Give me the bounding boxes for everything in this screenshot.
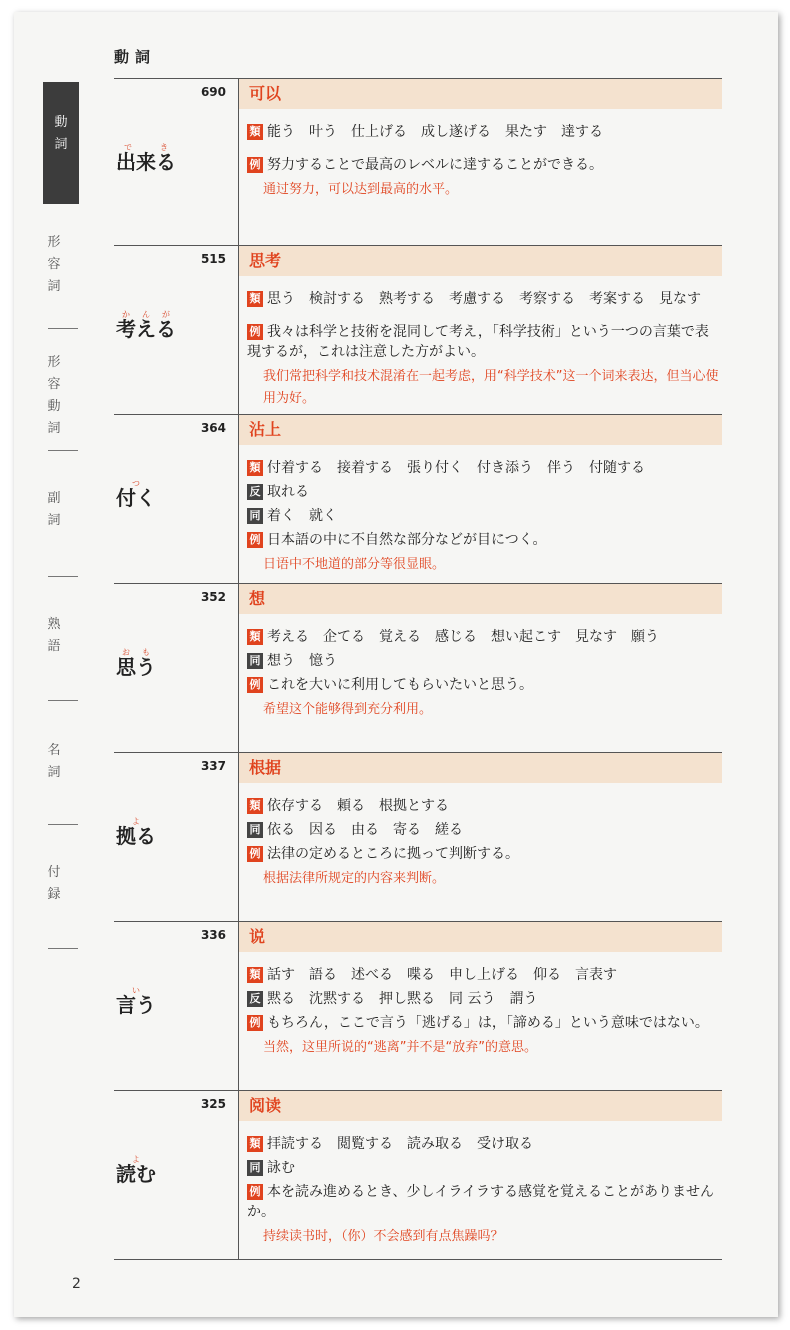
- synonym-line: 類 能う 叶う 仕上げる 成し遂げる 果たす 達する: [239, 113, 722, 142]
- translation: 日语中不地道的部分等很显眼。: [263, 557, 446, 572]
- entry-tsuku: [114, 414, 722, 583]
- example-tag: 例: [247, 532, 263, 548]
- chinese-head: 根据: [239, 753, 722, 783]
- same-line: 同 依る 因る 由る 寄る 縒る: [239, 820, 722, 840]
- synonym-tag: 類: [247, 798, 263, 814]
- entry-body: [239, 246, 722, 420]
- example-tag: 例: [247, 677, 263, 693]
- translation: 通过努力，可以达到最高的水平。: [263, 182, 459, 197]
- headword: 付くつ: [116, 479, 156, 510]
- headword: 出来るでき: [116, 143, 176, 174]
- example-tag: 例: [247, 157, 263, 173]
- entry-left-column: [114, 415, 239, 583]
- sidebar-tab-label: 詞: [54, 137, 68, 152]
- antonym-tag: 反: [247, 991, 263, 1007]
- headword: 拠るよ: [116, 817, 156, 848]
- entry-left-column: [114, 1091, 239, 1259]
- entry-omou: [114, 583, 722, 752]
- example-line: 例 本を読み進めるとき、少しイライラする感覚を覚えることがありませんか。: [247, 1184, 715, 1220]
- same-line: 同 詠む: [239, 1158, 722, 1178]
- same-tag: 同: [247, 822, 263, 838]
- entry-number: 364: [200, 421, 226, 435]
- sidebar-divider: [48, 576, 78, 577]
- synonym-tag: 類: [247, 291, 263, 307]
- synonym-tag: 類: [247, 124, 263, 140]
- synonym-tag: 類: [247, 967, 263, 983]
- headword: 言うい: [116, 986, 156, 1017]
- chinese-head: 想: [239, 584, 722, 614]
- entry-number: 690: [200, 85, 226, 99]
- translation: 持续读书时，（你）不会感到有点焦躁吗？: [263, 1229, 504, 1244]
- same-line: 同 着く 就く: [239, 506, 722, 526]
- example-line: 例 もちろん，ここで言う「逃げる」は，「諦める」という意味ではない。: [239, 1013, 722, 1033]
- headword: 思うおも: [116, 648, 156, 679]
- translation: 希望这个能够得到充分利用。: [263, 702, 433, 717]
- antonym-line: 反 黙る 沈黙する 押し黙る 同 云う 謂う: [239, 989, 722, 1009]
- example-tag: 例: [247, 846, 263, 862]
- synonym-tag: 類: [247, 629, 263, 645]
- same-tag: 同: [247, 653, 263, 669]
- entry-body: [239, 584, 722, 731]
- example-tag: 例: [247, 1184, 263, 1200]
- entry-left-column: [114, 584, 239, 752]
- entry-body: [239, 1091, 722, 1258]
- same-tag: 同: [247, 508, 263, 524]
- synonym-tag: 類: [247, 1136, 263, 1152]
- headword: 読むよ: [116, 1155, 156, 1186]
- synonym-tag: 類: [247, 460, 263, 476]
- sidebar-tab-adjectival-noun[interactable]: 形 容 動 詞: [47, 355, 61, 436]
- entry-yoru: [114, 752, 722, 921]
- sidebar-divider: [48, 450, 78, 451]
- entry-left-column: [114, 246, 239, 414]
- synonym-line: 類 話す 語る 述べる 喋る 申し上げる 仰る 言表す: [239, 956, 722, 985]
- translation: 根据法律所规定的内容来判断。: [263, 871, 446, 886]
- entry-kangaeru: [114, 245, 722, 414]
- entry-left-column: [114, 79, 239, 245]
- example-tag: 例: [247, 1015, 263, 1031]
- same-line: 同 想う 憶う: [239, 651, 722, 671]
- example-line: 例 我々は科学と技術を混同して考え，「科学技術」という一つの言葉で表現するが，これは注意した方がよい。: [247, 324, 709, 360]
- entry-left-column: [114, 753, 239, 921]
- sidebar-divider: [48, 824, 78, 825]
- example-tag: 例: [247, 324, 263, 340]
- entry-number: 325: [200, 1097, 226, 1111]
- entry-number: 352: [200, 590, 226, 604]
- sidebar-divider: [48, 700, 78, 701]
- example-line: 例 日本語の中に不自然な部分などが目につく。: [239, 530, 722, 550]
- entry-body: [239, 79, 722, 211]
- entry-yomu: [114, 1090, 722, 1260]
- sidebar-tab-adjective[interactable]: 形 容 詞: [47, 235, 61, 294]
- example-line: 例 法律の定めるところに拠って判断する。: [239, 844, 722, 864]
- sidebar-divider: [48, 328, 78, 329]
- translation: 当然，这里所说的“逃离”并不是“放弃”的意思。: [263, 1040, 537, 1055]
- translation: 我们常把科学和技术混淆在一起考虑，用“科学技术”这一个词来表达，但当心使用为好。: [263, 369, 719, 406]
- same-tag: 同: [247, 1160, 263, 1176]
- entry-dekiru: [114, 78, 722, 245]
- sidebar-tab-idiom[interactable]: 熟 語: [47, 617, 61, 654]
- sidebar-tab-appendix[interactable]: 付 録: [47, 865, 61, 902]
- synonym-line: 類 考える 企てる 覚える 感じる 想い起こす 見なす 願う: [239, 618, 722, 647]
- chinese-head: 思考: [239, 246, 722, 276]
- entry-body: [239, 415, 722, 586]
- sidebar-tab-label: 動: [54, 115, 68, 130]
- entry-iu: [114, 921, 722, 1090]
- sidebar-tab-noun[interactable]: 名 詞: [47, 743, 61, 780]
- headword: 考えるかんが: [116, 310, 176, 341]
- entry-number: 515: [200, 252, 226, 266]
- chinese-head: 可以: [239, 79, 722, 109]
- entry-body: [239, 753, 722, 900]
- synonym-line: 類 付着する 接着する 張り付く 付き添う 伴う 付随する: [239, 449, 722, 478]
- entry-body: [239, 922, 722, 1069]
- sidebar-divider: [48, 948, 78, 949]
- page-number: 2: [72, 1276, 81, 1292]
- chinese-head: 阅读: [239, 1091, 722, 1121]
- example-line: 例 これを大いに利用してもらいたいと思う。: [239, 675, 722, 695]
- synonym-line: 類 思う 検討する 熟考する 考慮する 考察する 考案する 見なす: [239, 280, 722, 309]
- synonym-line: 類 依存する 頼る 根拠とする: [239, 787, 722, 816]
- chinese-head: 沾上: [239, 415, 722, 445]
- example-line: 例 努力することで最高のレベルに達することができる。: [239, 146, 722, 175]
- section-title: 動詞: [114, 48, 157, 66]
- antonym-line: 反 取れる: [239, 482, 722, 502]
- entry-number: 336: [200, 928, 226, 942]
- sidebar-tab-adverb[interactable]: 副 詞: [47, 491, 61, 528]
- entry-list: [114, 78, 722, 1260]
- synonym-line: 類 拝読する 閲覧する 読み取る 受け取る: [239, 1125, 722, 1154]
- chinese-head: 说: [239, 922, 722, 952]
- entry-left-column: [114, 922, 239, 1090]
- entry-number: 337: [200, 759, 226, 773]
- antonym-tag: 反: [247, 484, 263, 500]
- sidebar-tab-verb[interactable]: [43, 82, 79, 204]
